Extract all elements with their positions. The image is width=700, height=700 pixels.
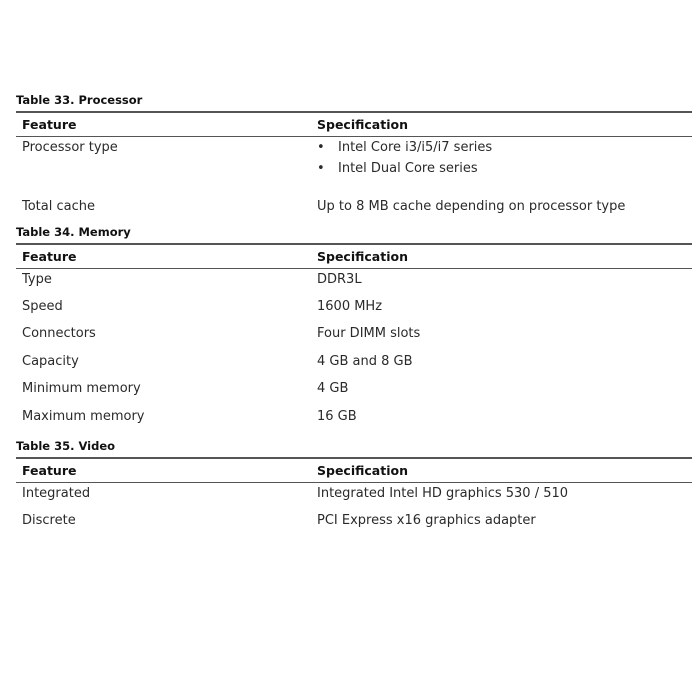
feature-cell: Minimum memory — [22, 381, 141, 396]
memory-table — [16, 243, 692, 434]
table-caption-memory: Table 34. Memory — [16, 224, 131, 239]
spec-cell: 16 GB — [317, 408, 357, 424]
spec-cell: PCI Express x16 graphics adapter — [317, 513, 536, 528]
feature-cell: Total cache — [22, 198, 95, 214]
feature-cell: Integrated — [22, 486, 91, 501]
spec-cell: Four DIMM slots — [317, 326, 421, 341]
table-row — [16, 296, 692, 324]
table-row — [16, 137, 692, 195]
table-row — [16, 351, 692, 379]
processor-table — [16, 111, 692, 223]
bullet-text: Intel Core i3/i5/i7 series — [338, 140, 493, 155]
bullet-icon: • — [317, 140, 325, 155]
video-table — [16, 457, 692, 538]
feature-cell: Type — [22, 271, 52, 287]
header-feature: Feature — [16, 112, 311, 137]
spec-cell: Up to 8 MB cache depending on processor type — [317, 198, 626, 214]
bullet-item — [317, 140, 692, 161]
spec-cell: 4 GB and 8 GB — [317, 353, 413, 369]
bullet-item — [317, 161, 692, 182]
table-row — [16, 510, 692, 538]
feature-cell: Connectors — [22, 326, 96, 341]
spec-cell: DDR3L — [317, 271, 362, 287]
header-specification: Specification — [311, 244, 692, 269]
header-specification: Specification — [311, 458, 692, 483]
table-row — [16, 483, 692, 511]
table-caption-processor: Table 33. Processor — [16, 93, 143, 107]
table-row — [16, 378, 692, 406]
table-row — [16, 268, 692, 296]
bullet-list — [317, 140, 692, 182]
feature-cell: Maximum memory — [22, 408, 145, 424]
spec-cell: Integrated Intel HD graphics 530 / 510 — [317, 486, 569, 501]
spec-cell: 4 GB — [317, 381, 349, 396]
table-header-row — [16, 458, 692, 483]
header-feature: Feature — [16, 458, 311, 483]
header-feature: Feature — [16, 244, 311, 269]
table-row — [16, 406, 692, 434]
table-header-row — [16, 244, 692, 269]
header-specification: Specification — [311, 112, 692, 137]
table-row — [16, 323, 692, 351]
document-page — [16, 93, 692, 538]
spec-cell: 1600 MHz — [317, 298, 383, 314]
table-header-row — [16, 112, 692, 137]
table-caption-video: Table 35. Video — [16, 439, 116, 453]
feature-cell: Discrete — [22, 513, 76, 528]
bullet-text: Intel Dual Core series — [338, 161, 478, 176]
table-row — [16, 195, 692, 223]
feature-cell: Processor type — [22, 140, 118, 155]
feature-cell: Capacity — [22, 353, 79, 369]
feature-cell: Speed — [22, 298, 63, 314]
bullet-icon: • — [317, 161, 325, 176]
spec-cell — [311, 137, 692, 195]
